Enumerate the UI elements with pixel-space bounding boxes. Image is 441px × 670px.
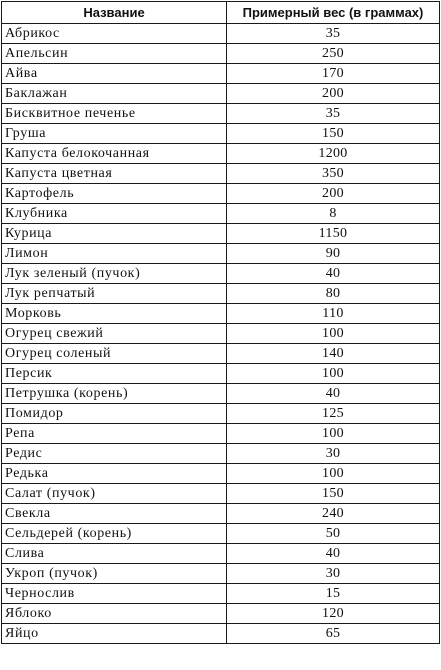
product-name-cell: Груша xyxy=(2,124,227,144)
table-row xyxy=(2,624,440,644)
weight-cell: 350 xyxy=(227,164,440,184)
weight-cell: 110 xyxy=(227,304,440,324)
weight-cell: 120 xyxy=(227,604,440,624)
weight-cell: 15 xyxy=(227,584,440,604)
product-name-cell: Слива xyxy=(2,544,227,564)
product-name-cell: Клубника xyxy=(2,204,227,224)
table-row xyxy=(2,364,440,384)
weight-cell: 35 xyxy=(227,24,440,44)
table-row xyxy=(2,244,440,264)
weights-table-page xyxy=(1,1,439,644)
table-row xyxy=(2,544,440,564)
weight-cell: 8 xyxy=(227,204,440,224)
product-name-cell: Редька xyxy=(2,464,227,484)
weight-cell: 35 xyxy=(227,104,440,124)
weight-cell: 65 xyxy=(227,624,440,644)
product-name-cell: Капуста цветная xyxy=(2,164,227,184)
product-name-cell: Морковь xyxy=(2,304,227,324)
table-row xyxy=(2,424,440,444)
table-row xyxy=(2,124,440,144)
product-name-cell: Лук репчатый xyxy=(2,284,227,304)
product-name-cell: Петрушка (корень) xyxy=(2,384,227,404)
weight-cell: 170 xyxy=(227,64,440,84)
table-body xyxy=(2,24,440,644)
table-row xyxy=(2,604,440,624)
weight-cell: 200 xyxy=(227,84,440,104)
product-name-cell: Яйцо xyxy=(2,624,227,644)
product-name-cell: Айва xyxy=(2,64,227,84)
product-name-cell: Салат (пучок) xyxy=(2,484,227,504)
weight-cell: 30 xyxy=(227,564,440,584)
table-row xyxy=(2,304,440,324)
table-row xyxy=(2,504,440,524)
product-name-cell: Чернослив xyxy=(2,584,227,604)
weight-cell: 150 xyxy=(227,124,440,144)
table-row xyxy=(2,224,440,244)
weight-cell: 150 xyxy=(227,484,440,504)
table-row xyxy=(2,264,440,284)
weight-cell: 125 xyxy=(227,404,440,424)
weight-cell: 100 xyxy=(227,364,440,384)
weight-cell: 100 xyxy=(227,464,440,484)
product-name-cell: Сельдерей (корень) xyxy=(2,524,227,544)
table-row xyxy=(2,484,440,504)
product-name-cell: Бисквитное печенье xyxy=(2,104,227,124)
weight-cell: 240 xyxy=(227,504,440,524)
table-row xyxy=(2,44,440,64)
product-name-cell: Лук зеленый (пучок) xyxy=(2,264,227,284)
table-row xyxy=(2,384,440,404)
table-row xyxy=(2,444,440,464)
weight-cell: 50 xyxy=(227,524,440,544)
weight-cell: 200 xyxy=(227,184,440,204)
weight-cell: 250 xyxy=(227,44,440,64)
table-row xyxy=(2,404,440,424)
weight-cell: 80 xyxy=(227,284,440,304)
weight-cell: 1200 xyxy=(227,144,440,164)
weight-cell: 1150 xyxy=(227,224,440,244)
product-name-cell: Огурец свежий xyxy=(2,324,227,344)
table-row xyxy=(2,104,440,124)
weight-cell: 40 xyxy=(227,384,440,404)
product-name-cell: Абрикос xyxy=(2,24,227,44)
product-name-cell: Персик xyxy=(2,364,227,384)
table-row xyxy=(2,324,440,344)
table-row xyxy=(2,464,440,484)
table-row xyxy=(2,564,440,584)
table-row xyxy=(2,64,440,84)
table-row xyxy=(2,524,440,544)
product-name-cell: Апельсин xyxy=(2,44,227,64)
weight-cell: 40 xyxy=(227,544,440,564)
product-name-cell: Баклажан xyxy=(2,84,227,104)
product-name-cell: Редис xyxy=(2,444,227,464)
weights-table xyxy=(1,1,440,644)
column-header-name: Название xyxy=(2,2,227,24)
product-name-cell: Курица xyxy=(2,224,227,244)
product-name-cell: Репа xyxy=(2,424,227,444)
column-header-weight: Примерный вес (в граммах) xyxy=(227,2,440,24)
table-row xyxy=(2,164,440,184)
weight-cell: 100 xyxy=(227,324,440,344)
table-row xyxy=(2,84,440,104)
product-name-cell: Яблоко xyxy=(2,604,227,624)
product-name-cell: Лимон xyxy=(2,244,227,264)
table-header-row xyxy=(2,2,440,24)
product-name-cell: Свекла xyxy=(2,504,227,524)
table-row xyxy=(2,284,440,304)
weight-cell: 30 xyxy=(227,444,440,464)
table-row xyxy=(2,344,440,364)
product-name-cell: Огурец соленый xyxy=(2,344,227,364)
table-row xyxy=(2,204,440,224)
table-row xyxy=(2,24,440,44)
weight-cell: 40 xyxy=(227,264,440,284)
table-row xyxy=(2,184,440,204)
weight-cell: 100 xyxy=(227,424,440,444)
product-name-cell: Картофель xyxy=(2,184,227,204)
product-name-cell: Помидор xyxy=(2,404,227,424)
product-name-cell: Капуста белокочанная xyxy=(2,144,227,164)
table-row xyxy=(2,584,440,604)
weight-cell: 140 xyxy=(227,344,440,364)
table-row xyxy=(2,144,440,164)
weight-cell: 90 xyxy=(227,244,440,264)
product-name-cell: Укроп (пучок) xyxy=(2,564,227,584)
